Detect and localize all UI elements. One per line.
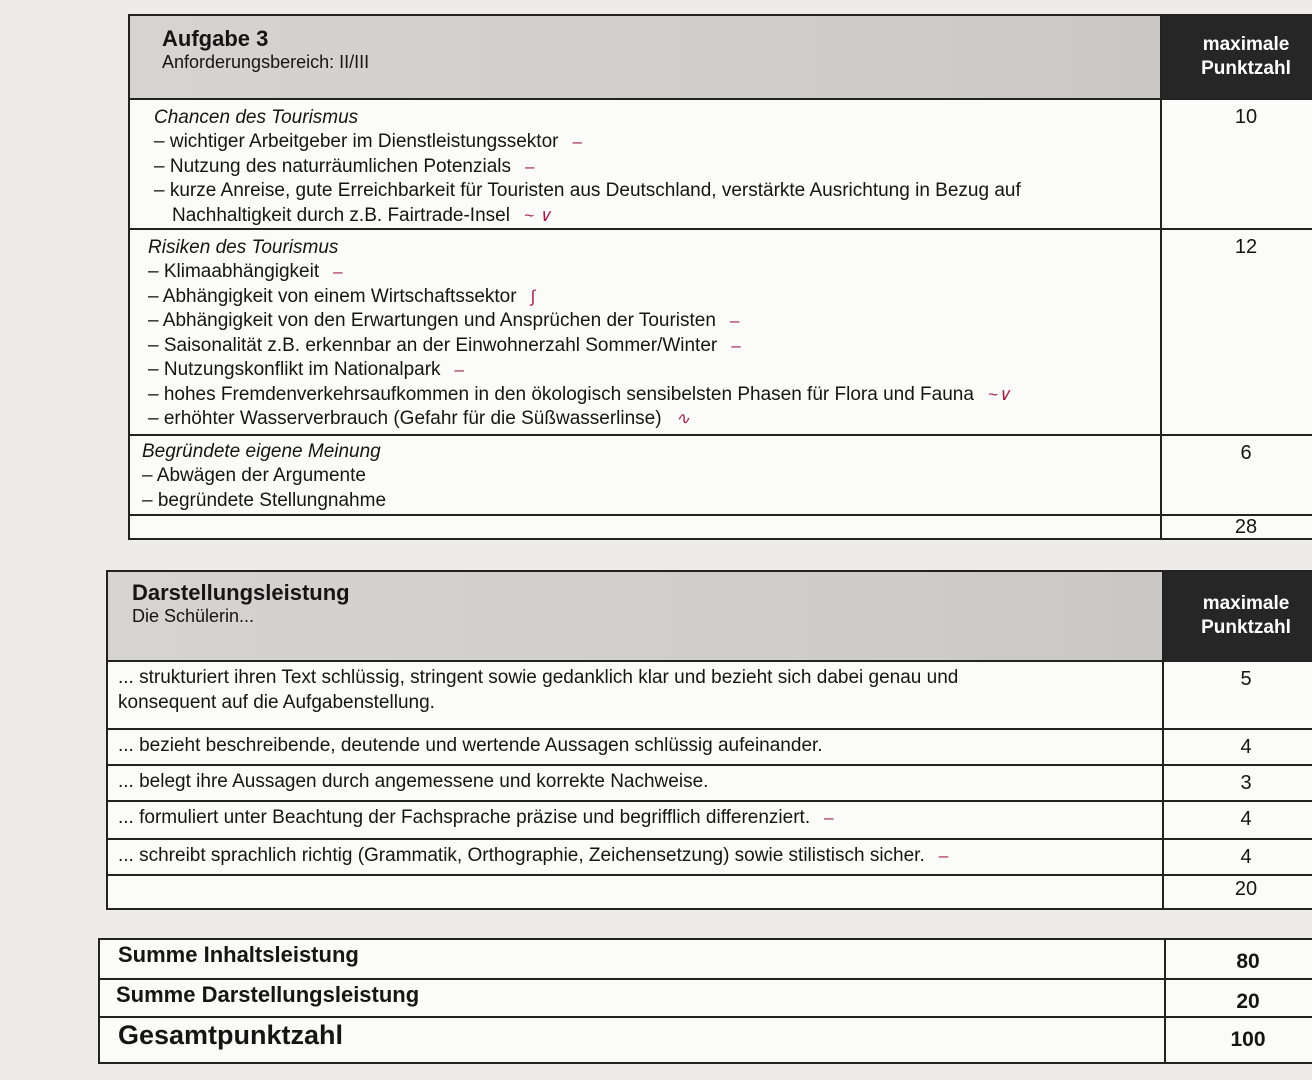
section-heading: Chancen des Tourismus <box>154 107 359 128</box>
max-header-line2: Punktzahl <box>1201 617 1291 638</box>
darstellung-total: 20 <box>1234 878 1258 900</box>
darstellung-max-header <box>1164 572 1312 660</box>
criterion-text <box>108 802 1164 838</box>
correction-mark: – <box>938 846 949 865</box>
total-label-cell <box>130 516 1162 538</box>
correction-mark: – <box>731 335 741 355</box>
list-item: – Nutzungskonflikt im Nationalpark – <box>148 359 464 380</box>
summary-row <box>100 980 1312 1018</box>
risiken-text <box>130 230 1162 434</box>
summary-label: Summe Inhaltsleistung <box>100 940 1166 978</box>
max-header-line2: Punktzahl <box>1201 58 1291 79</box>
criterion-points: 4 <box>1240 846 1252 868</box>
criterion-line: ... strukturiert ihren Text schlüssig, stringent sowie gedanklich klar und bezieht sich dabei genau und <box>118 667 959 688</box>
criterion-text <box>108 766 1164 800</box>
summary-label: Summe Darstellungsleistung <box>100 980 1166 1016</box>
criterion-line: ... bezieht beschreibende, deutende und wertende Aussagen schlüssig aufeinander. <box>118 735 823 756</box>
list-item: – wichtiger Arbeitgeber im Dienstleistungssektor – <box>154 131 582 152</box>
meinung-text <box>130 436 1162 514</box>
criterion-points: 5 <box>1240 668 1252 690</box>
aufgabe3-total-row <box>130 516 1312 538</box>
correction-mark: – <box>524 156 535 176</box>
risiken-row <box>130 230 1312 436</box>
correction-mark: ∫ <box>530 286 536 306</box>
criterion-text <box>108 840 1164 874</box>
list-item: – Nutzung des naturräumlichen Potenzials – <box>154 155 535 177</box>
max-header-line1: maximale <box>1202 593 1290 614</box>
darstellung-subtitle: Die Schülerin... <box>132 606 255 626</box>
criterion-row <box>108 730 1312 766</box>
summary-label-grand: Gesamtpunktzahl <box>100 1018 1166 1062</box>
darstellung-header-label <box>108 572 1164 660</box>
section-heading: Risiken des Tourismus <box>148 237 339 258</box>
criterion-row <box>108 766 1312 802</box>
max-header-line1: maximale <box>1202 34 1290 55</box>
aufgabe3-max-header <box>1162 16 1312 98</box>
correction-mark: – <box>333 262 343 281</box>
aufgabe3-header-row <box>130 16 1312 100</box>
summary-points: 80 <box>1236 950 1260 973</box>
total-label-cell <box>108 876 1164 908</box>
chancen-text <box>130 100 1162 228</box>
list-item: – Saisonalität z.B. erkennbar an der Einwohnerzahl Sommer/Winter – <box>148 334 741 356</box>
list-item: – erhöhter Wasserverbrauch (Gefahr für die Süßwasserlinse) ∿ <box>148 408 690 429</box>
summary-points: 20 <box>1236 990 1260 1013</box>
criterion-line: ... formuliert unter Beachtung der Fachsprache präzise und begrifflich differenziert. – <box>118 807 834 828</box>
list-item: – hohes Fremdenverkehrsaufkommen in den ökologisch sensibelsten Phasen für Flora und Fauna ~∨ <box>148 383 1011 405</box>
darstellung-total-row <box>108 876 1312 908</box>
correction-mark: – <box>824 808 834 827</box>
aufgabe3-table <box>128 14 1312 540</box>
criterion-line: ... belegt ihre Aussagen durch angemessene und korrekte Nachweise. <box>118 771 709 792</box>
criterion-line: konsequent auf die Aufgabenstellung. <box>118 691 435 713</box>
darstellung-title: Darstellungsleistung <box>132 580 350 605</box>
meinung-points: 6 <box>1240 442 1252 464</box>
list-item: – Abhängigkeit von einem Wirtschaftssektor ∫ <box>148 285 536 307</box>
correction-mark: – <box>572 132 582 151</box>
summary-row <box>100 1018 1312 1062</box>
criterion-text <box>108 730 1164 764</box>
aufgabe3-header-label <box>130 16 1162 98</box>
list-item: Nachhaltigkeit durch z.B. Fairtrade-Insel ~ ∨ <box>172 204 552 226</box>
summary-table <box>98 938 1312 1064</box>
darstellung-table <box>106 570 1312 910</box>
correction-mark: ~∨ <box>987 384 1011 404</box>
darstellung-header-row <box>108 572 1312 662</box>
list-item: – Abwägen der Argumente <box>142 465 366 486</box>
criterion-text <box>108 662 1164 728</box>
summary-row <box>100 940 1312 980</box>
criterion-line: ... schreibt sprachlich richtig (Grammatik, Orthographie, Zeichensetzung) sowie stilistisch sicher. – <box>118 845 949 866</box>
chancen-row <box>130 100 1312 230</box>
criterion-points: 4 <box>1240 808 1252 830</box>
correction-mark: ∿ <box>675 409 690 428</box>
correction-mark: ~ ∨ <box>523 205 552 225</box>
list-item: – Klimaabhängigkeit – <box>148 261 343 282</box>
correction-mark: – <box>729 311 740 330</box>
aufgabe3-title: Aufgabe 3 <box>162 26 269 51</box>
list-item: – Abhängigkeit von den Erwartungen und Ansprüchen der Touristen – <box>148 310 740 331</box>
list-item: – begründete Stellungnahme <box>142 489 387 511</box>
list-item: – kurze Anreise, gute Erreichbarkeit für Touristen aus Deutschland, verstärkte Ausrichtung in Bezug auf <box>154 180 1021 201</box>
criterion-points: 3 <box>1240 772 1252 794</box>
chancen-points: 10 <box>1234 106 1258 128</box>
summary-points: 100 <box>1230 1028 1266 1051</box>
aufgabe3-subtitle: Anforderungsbereich: II/III <box>162 52 370 72</box>
risiken-points: 12 <box>1234 236 1258 258</box>
correction-mark: – <box>454 360 464 379</box>
section-heading: Begründete eigene Meinung <box>142 441 381 462</box>
meinung-row <box>130 436 1312 516</box>
aufgabe3-total: 28 <box>1234 516 1258 538</box>
criterion-row <box>108 840 1312 876</box>
criterion-points: 4 <box>1240 736 1252 758</box>
criterion-row <box>108 802 1312 840</box>
criterion-row <box>108 662 1312 730</box>
